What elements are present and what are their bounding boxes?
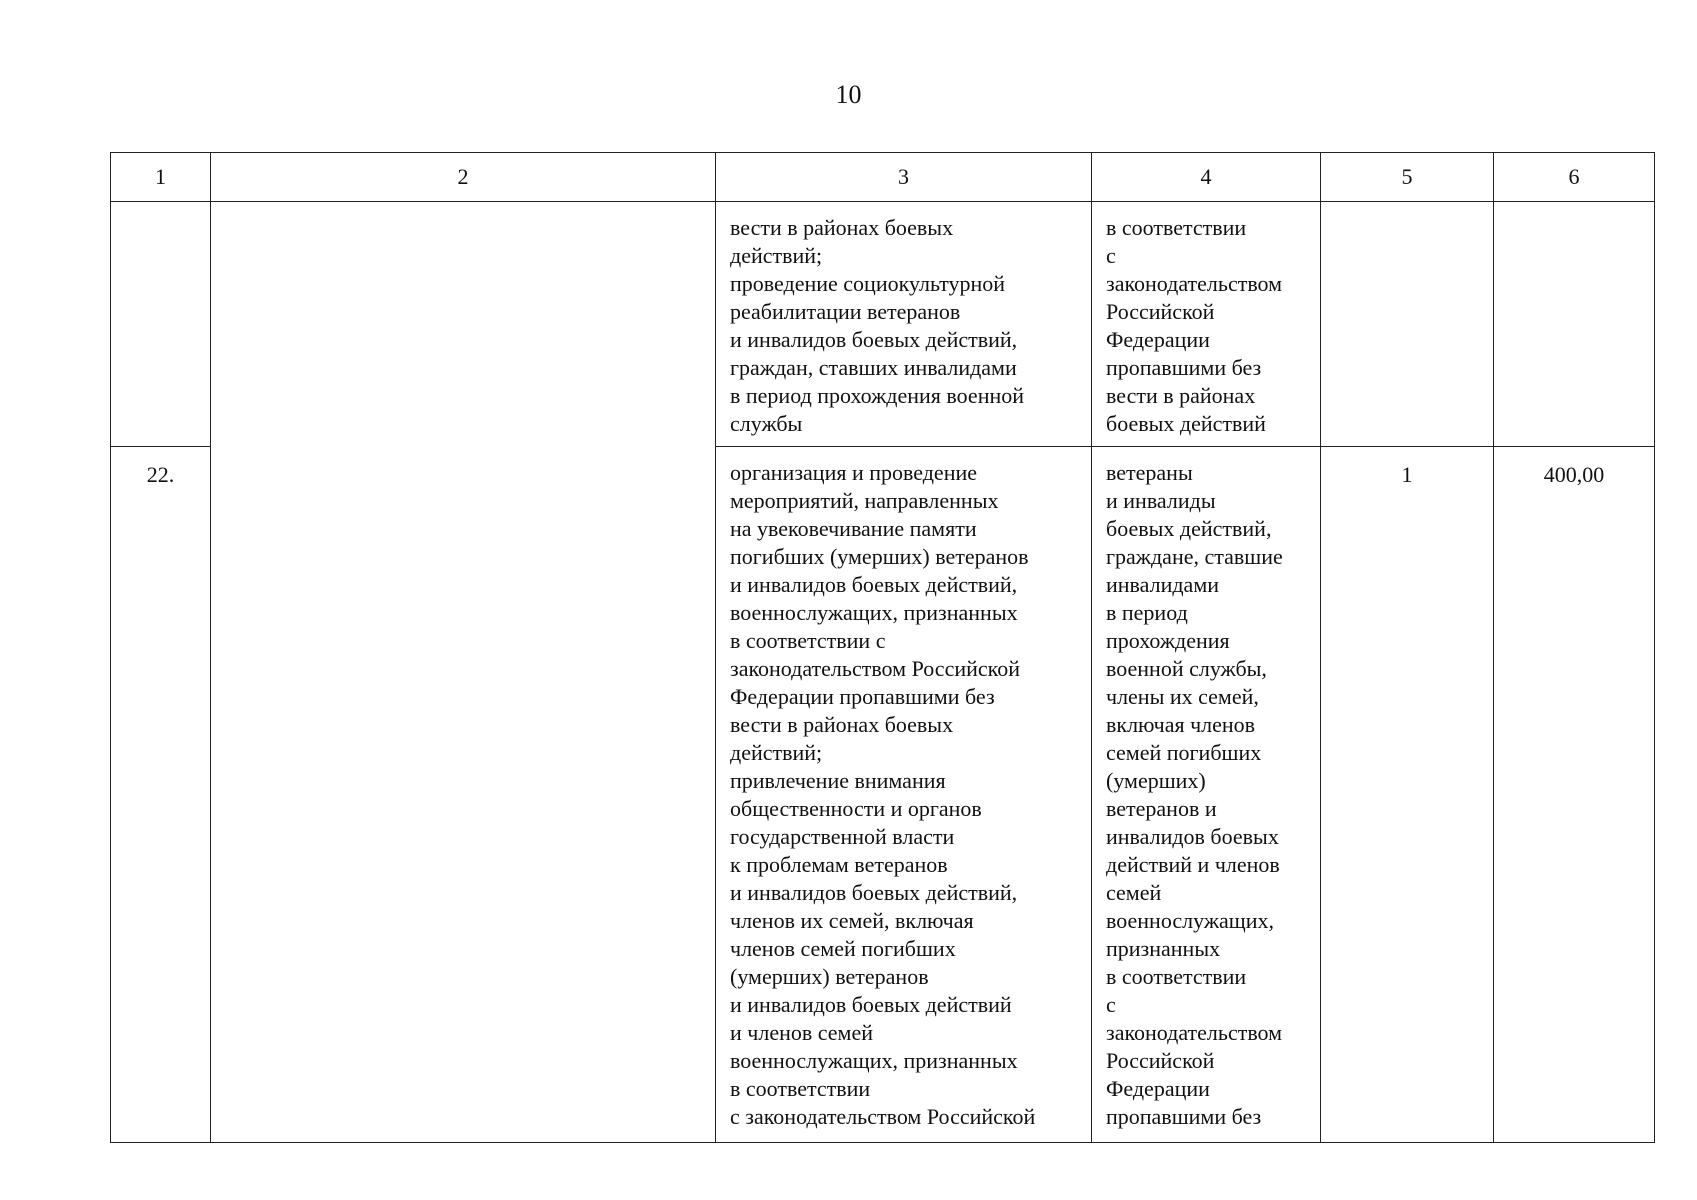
activity-text: вести в районах боевых действий; проведение социокультурной реабилитации ветеранов и инвалидов боевых действий, граждан, ставших инвалидами в период прохождения военной службы — [730, 215, 1025, 436]
activity-cell — [716, 447, 1092, 1143]
activity-text: организация и проведение мероприятий, направленных на увековечивание памяти погибших (умерших) ветеранов и инвалидов боевых действий, военнослужащих, признанных в соответствии с законодательством Российской Федерации пропавшими без вести в районах боевых действий; привлечение внимания общественности и органов государственной власти к проблемам ветеранов и инвалидов боевых действий, членов их семей, включая членов семей погибших (умерших) ветеранов и инвалидов боевых действий и членов семей военнослужащих, признанных в соответствии с законодательством Российской — [730, 460, 1036, 1129]
amount-value: 400,00 — [1543, 462, 1605, 487]
amount-cell — [1494, 202, 1655, 447]
header-cell-2: 2 — [211, 153, 716, 202]
header-cell-5: 5 — [1321, 153, 1494, 202]
page-number: 10 — [835, 80, 862, 109]
activity-cell — [716, 202, 1092, 447]
amount-cell — [1494, 447, 1655, 1143]
row-number-cell — [111, 202, 211, 447]
table-header-row — [111, 153, 1655, 202]
count-cell — [1321, 202, 1494, 447]
count-cell — [1321, 447, 1494, 1143]
header-cell-6: 6 — [1494, 153, 1655, 202]
recipients-cell — [1092, 447, 1321, 1143]
document-table — [110, 152, 1655, 1143]
table-row — [111, 202, 1655, 447]
count-value: 1 — [1401, 462, 1413, 487]
header-cell-4: 4 — [1092, 153, 1321, 202]
header-cell-3: 3 — [716, 153, 1092, 202]
recipients-text: в соответствии с законодательством Российской Федерации пропавшими без вести в районах боевых действий — [1106, 215, 1283, 436]
amount-value — [1494, 202, 1654, 222]
recipients-text: ветераны и инвалиды боевых действий, граждане, ставшие инвалидами в период прохождения военной службы, члены их семей, включая членов семей погибших (умерших) ветеранов и инвалидов боевых действий и членов семей военнослужащих, признанных в соответствии с законодательством Российской Федерации пропавшими без — [1106, 460, 1283, 1129]
count-value — [1321, 202, 1493, 222]
merged-column-2-cell — [211, 202, 716, 1143]
row-number-cell — [111, 447, 211, 1143]
row-number: 22. — [146, 462, 175, 487]
recipients-cell — [1092, 202, 1321, 447]
header-cell-1: 1 — [111, 153, 211, 202]
row-number — [111, 202, 210, 222]
